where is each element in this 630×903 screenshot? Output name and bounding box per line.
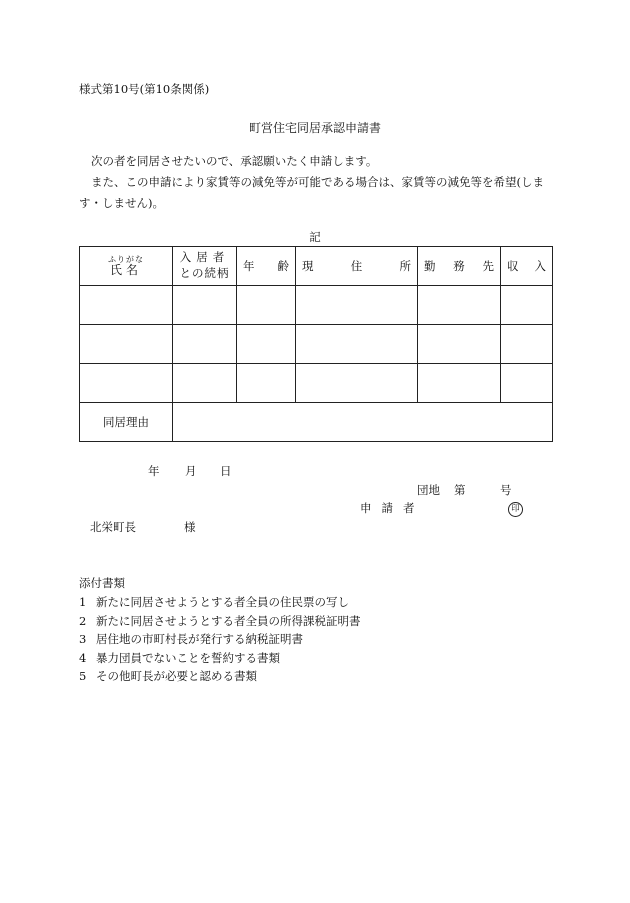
form-number: 様式第10号(第10条関係) — [79, 82, 210, 96]
header-name — [80, 247, 173, 286]
address-label-char3: 所 — [399, 259, 411, 273]
age-label-char2: 齢 — [277, 259, 289, 273]
workplace-field[interactable] — [418, 286, 501, 325]
name-field[interactable] — [80, 286, 173, 325]
age-label-char1: 年 — [243, 259, 255, 273]
attachment-num: 2 — [79, 614, 87, 628]
date-month-label: 月 — [185, 464, 197, 478]
applicant-label: 申請者 — [360, 501, 425, 515]
attachments-heading: 添付書類 — [79, 576, 125, 590]
age-field[interactable] — [237, 364, 296, 403]
header-workplace — [418, 247, 501, 286]
name-field[interactable] — [80, 364, 173, 403]
workplace-field[interactable] — [418, 325, 501, 364]
age-field[interactable] — [237, 286, 296, 325]
addressee-honorific: 様 — [184, 520, 196, 534]
seal-mark — [508, 502, 523, 517]
attachment-num: 5 — [79, 669, 87, 683]
addressee-name: 北栄町長 — [90, 520, 136, 534]
table-header-row — [80, 247, 553, 286]
complex-label: 団地 — [417, 483, 440, 497]
address-label-char2: 住 — [350, 259, 363, 273]
address-field[interactable] — [296, 325, 418, 364]
header-income — [501, 247, 553, 286]
reduction-paragraph: また、この申請により家賃等の減免等が可能である場合は、家賃等の減免等を希望(します・しません)。 — [79, 175, 544, 210]
ki-label: 記 — [309, 230, 321, 244]
name-label: 氏名 — [109, 262, 142, 277]
table-row — [80, 325, 553, 364]
attachment-item: 新たに同居させようとする者全員の住民票の写し — [96, 595, 349, 609]
header-relation — [173, 247, 237, 286]
relation-field[interactable] — [173, 364, 237, 403]
header-address — [296, 247, 418, 286]
date-year-label: 年 — [148, 464, 160, 478]
relation-label-line2: との続柄 — [179, 266, 230, 280]
attachment-item: その他町長が必要と認める書類 — [96, 669, 257, 683]
address-label-char1: 現 — [302, 259, 314, 273]
seal-icon: 印 — [508, 502, 523, 517]
workplace-label-char3: 先 — [482, 259, 494, 273]
table-row — [80, 286, 553, 325]
relation-field[interactable] — [173, 286, 237, 325]
income-label-char2: 入 — [534, 259, 546, 273]
address-field[interactable] — [296, 286, 418, 325]
attachment-num: 4 — [79, 651, 87, 665]
intro-paragraph: 次の者を同居させたいので、承認願いたく申請します。 — [91, 154, 378, 168]
reason-field[interactable] — [173, 403, 553, 442]
table-row — [80, 364, 553, 403]
date-day-label: 日 — [220, 464, 232, 478]
income-field[interactable] — [501, 286, 553, 325]
complex-go-label: 号 — [500, 483, 512, 497]
header-age — [237, 247, 296, 286]
income-label-char1: 収 — [507, 259, 519, 273]
name-ruby-label: ふりがな — [108, 254, 144, 264]
attachment-item: 居住地の市町村長が発行する納税証明書 — [96, 632, 303, 646]
attachment-num: 1 — [79, 595, 87, 609]
workplace-field[interactable] — [418, 364, 501, 403]
income-field[interactable] — [501, 325, 553, 364]
workplace-label-char2: 務 — [453, 259, 465, 273]
workplace-label-char1: 勤 — [424, 259, 436, 273]
income-field[interactable] — [501, 364, 553, 403]
reason-label: 同居理由 — [80, 403, 173, 442]
attachment-item: 暴力団員でないことを誓約する書類 — [96, 651, 280, 665]
age-field[interactable] — [237, 325, 296, 364]
name-field[interactable] — [80, 325, 173, 364]
attachment-item: 新たに同居させようとする者全員の所得課税証明書 — [96, 614, 361, 628]
complex-dai-label: 第 — [454, 483, 466, 497]
relation-field[interactable] — [173, 325, 237, 364]
reason-row — [80, 403, 553, 442]
occupant-table — [79, 246, 553, 442]
document-title: 町営住宅同居承認申請書 — [248, 121, 381, 135]
attachment-num: 3 — [79, 632, 87, 646]
relation-label-line1: 入居者 — [179, 250, 230, 265]
address-field[interactable] — [296, 364, 418, 403]
